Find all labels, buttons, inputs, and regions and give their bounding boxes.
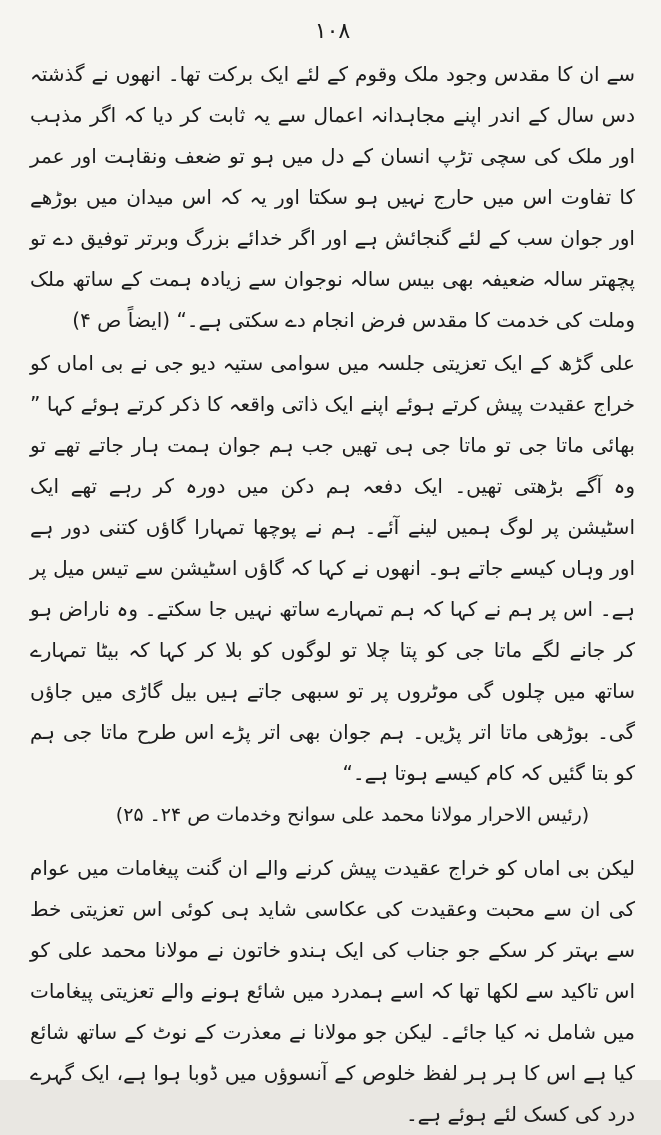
paragraph-2: علی گڑھ کے ایک تعزیتی جلسہ میں سوامی ستیہ دیو جی نے بی اماں کو خراج عقیدت پیش کرتے ہوئے اپنے ایک ذاتی واقعہ کا ذکر کرتے ہوئے کہا ” بھائی ماتا جی تو ماتا جی ہی تھیں جب ہم جوان ہمت ہار جاتے تھے تو وہ آگے بڑھتی تھیں۔ ایک دفعہ ہم دکن میں دورہ کر رہے تھے ایک اسٹیشن پر لوگ ہمیں لینے آئے۔ ہم نے پوچھا تمہارا گاؤں کتنی دور ہے اور وہاں کیسے جاتے ہو۔ انھوں نے کہا کہ گاؤں اسٹیشن سے تیس میل پر ہے۔ اس پر ہم نے کہا کہ ہم تمہارے ساتھ نہیں جا سکتے۔ وہ ناراض ہو کر جانے لگے ماتا جی کو پتا چلا تو لوگوں کو بلا کر کہا کہ بیٹا تمہارے ساتھ میں چلوں گی موٹروں پر تو سبھی جاتے ہیں بیل گاڑی میں جاؤں گی۔ بوڑھی ماتا اتر پڑیں۔ ہم جوان بھی اتر پڑے اس طرح ماتا جی ہم کو بتا گئیں کہ کام کیسے ہوتا ہے۔“	[30, 351, 635, 785]
page-number: ۱۰۸	[314, 19, 351, 44]
paragraph-3: لیکن بی اماں کو خراج عقیدت پیش کرنے والے ان گنت پیغامات میں عوام کی ان سے محبت وعقیدت کی عکاسی شاید ہی کوئی اس تعزیتی خط سے بہتر کر سکے جو جناب کی ایک ہندو خاتون نے مولانا محمد علی کو اس تاکید سے لکھا تھا کہ اسے ہمدرد میں شائع ہونے والے تعزیتی پیغامات میں شامل نہ کیا جائے۔ لیکن جو مولانا نے معذرت کے نوٹ کے ساتھ شائع کیا ہے اس کا ہر ہر لفظ خلوص کے آنسوؤں میں ڈوبا ہوا ہے، ایک گہرے درد کی کسک لئے ہوئے ہے۔	[30, 856, 635, 1126]
paragraph-1: سے ان کا مقدس وجود ملک وقوم کے لئے ایک برکت تھا۔ انھوں نے گذشتہ دس سال کے اندر اپنے مجاہدانہ اعمال سے یہ ثابت کر دیا کہ اگر مذہب اور ملک کی سچی تڑپ انسان کے دل میں ہو تو ضعف ونقاہت اور عمر کا تفاوت اس میں حارج نہیں ہو سکتا اور یہ کہ اس میدان میں بوڑھے اور جوان سب کے لئے گنجائش ہے اور اگر خدائے بزرگ وبرتر توفیق دے تو پچھتر سالہ ضعیفہ بھی بیس سالہ نوجوان سے زیادہ ہمت کے ساتھ ملک وملت کی خدمت کا مقدس فرض انجام دے سکتی ہے۔“ (ایضاً ص ۴)	[30, 62, 635, 332]
citation: (رئیس الاحرار مولانا محمد علی سوانح وخدمات ص ۲۴۔ ۲۵)	[115, 804, 590, 826]
